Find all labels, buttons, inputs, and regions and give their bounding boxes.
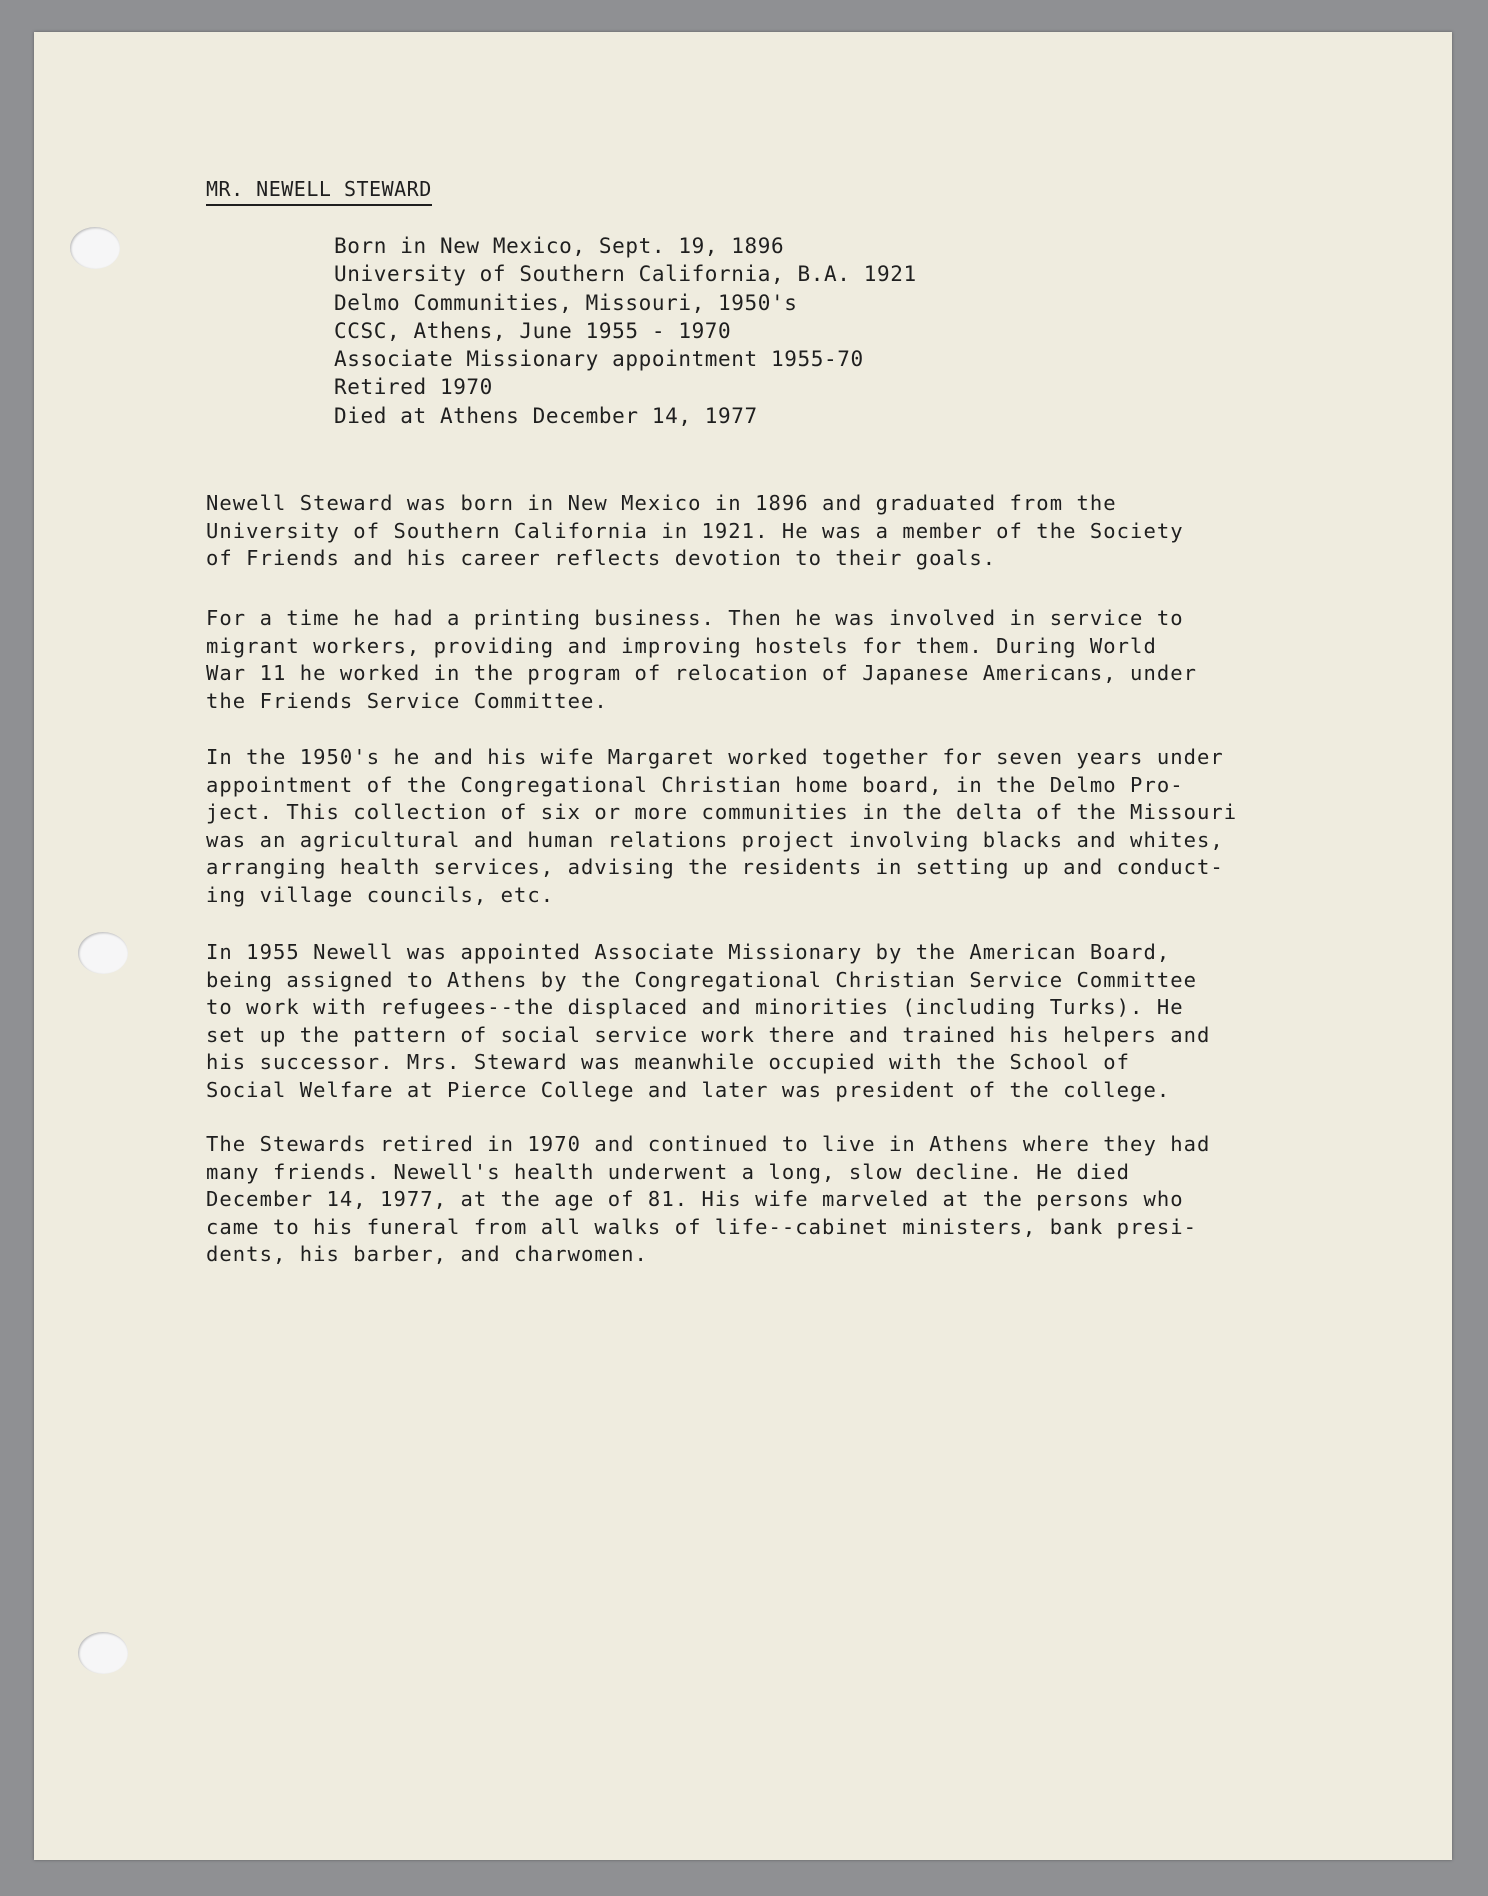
text-line: For a time he had a printing business. Then he was involved in service to	[206, 606, 1184, 630]
text-line: ing village councils, etc.	[206, 882, 555, 907]
text-line: set up the pattern of social service work there and trained his helpers and	[206, 1022, 1211, 1047]
fact-item: CCSC, Athens, June 1955 - 1970	[334, 318, 732, 343]
text-line: In 1955 Newell was appointed Associate Missionary by the American Board,	[206, 940, 1171, 964]
text-line: being assigned to Athens by the Congregational Christian Service Committee	[206, 967, 1198, 992]
text-line: came to his funeral from all walks of life--cabinet ministers, bank presi-	[206, 1214, 1198, 1239]
text-line: appointment of the Congregational Christian home board, in the Delmo Pro-	[206, 772, 1184, 797]
text-line: arranging health services, advising the residents in setting up and conduct-	[206, 855, 1224, 879]
punch-hole	[70, 227, 120, 269]
punch-hole	[78, 932, 128, 974]
text-line: migrant workers, providing and improving hostels for them. During World	[206, 633, 1157, 658]
page-title: MR. NEWELL STEWARD	[206, 177, 432, 206]
text-line: was an agricultural and human relations project involving blacks and whites,	[206, 827, 1224, 852]
text-line: ject. This collection of six or more communities in the delta of the Missouri	[206, 800, 1238, 824]
fact-item: Died at Athens December 14, 1977	[334, 403, 758, 428]
text-line: In the 1950's he and his wife Margaret worked together for seven years under	[206, 745, 1224, 769]
fact-item: Born in New Mexico, Sept. 19, 1896	[334, 234, 785, 258]
text-line: of Friends and his career reflects devotion to their goals.	[206, 546, 997, 570]
punch-hole	[78, 1632, 128, 1674]
fact-item: Associate Missionary appointment 1955-70	[334, 347, 864, 372]
fact-item: Retired 1970	[334, 375, 493, 400]
text-line: December 14, 1977, at the age of 81. His wife marveled at the persons who	[206, 1187, 1184, 1211]
text-line: the Friends Service Committee.	[206, 688, 608, 713]
text-line: many friends. Newell's health underwent a long, slow decline. He died	[206, 1159, 1131, 1184]
paragraph-career	[206, 605, 1326, 715]
fact-item: University of Southern California, B.A. 1921	[334, 262, 917, 287]
paragraph-retirement	[206, 1131, 1326, 1269]
biographical-facts-list	[334, 232, 917, 430]
text-line: Newell Steward was born in New Mexico in 1896 and graduated from the	[206, 491, 1117, 515]
text-line: to work with refugees--the displaced and minorities (including Turks). He	[206, 995, 1184, 1019]
text-line: dents, his barber, and charwomen.	[206, 1242, 648, 1266]
text-line: Social Welfare at Pierce College and later was president of the college.	[206, 1077, 1171, 1102]
paragraph-early-life	[206, 490, 1326, 573]
text-line: University of Southern California in 1921. He was a member of the Society	[206, 518, 1184, 543]
text-line: War 11 he worked in the program of relocation of Japanese Americans, under	[206, 661, 1198, 685]
fact-item: Delmo Communities, Missouri, 1950's	[334, 290, 798, 315]
paragraph-athens-mission	[206, 939, 1326, 1104]
paragraph-delmo-project	[206, 744, 1326, 909]
text-line: his successor. Mrs. Steward was meanwhile occupied with the School of	[206, 1050, 1131, 1074]
text-line: The Stewards retired in 1970 and continued to live in Athens where they had	[206, 1132, 1211, 1156]
